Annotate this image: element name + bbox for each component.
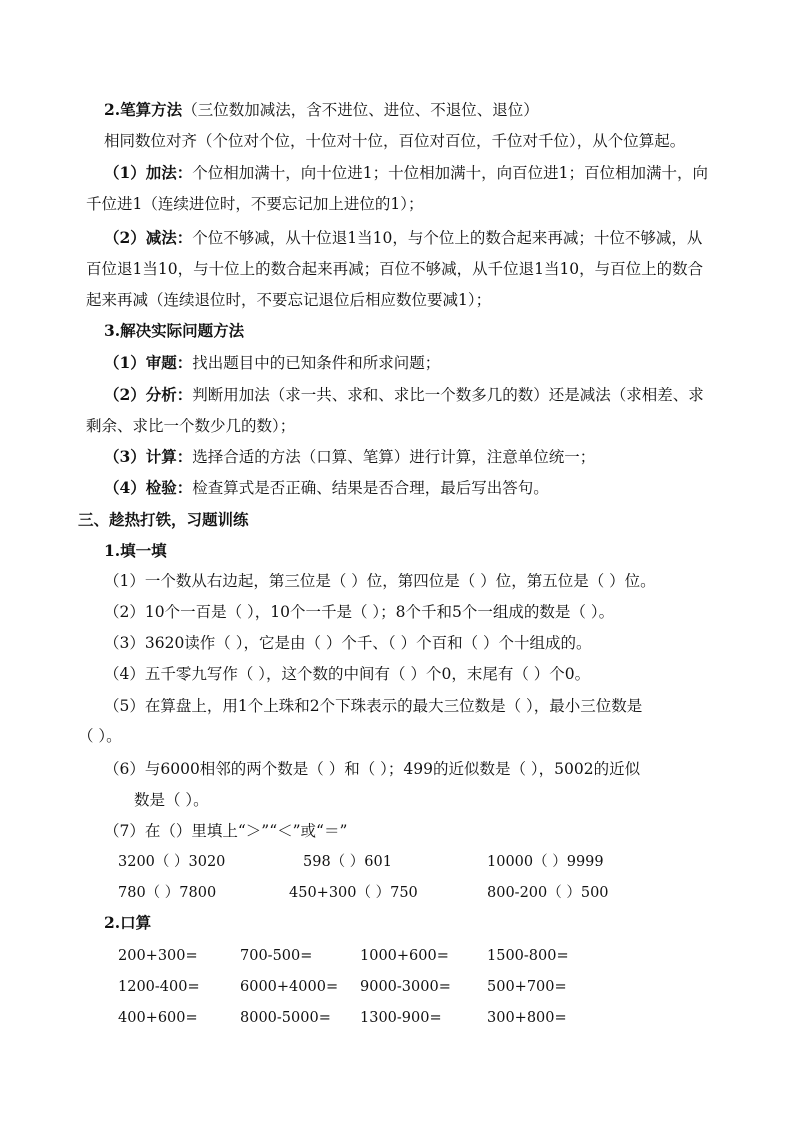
mental-item: 500+700= <box>487 979 567 995</box>
addition-label: （1）加法： <box>104 163 193 182</box>
align-rule-text: 相同数位对齐（个位对个位，十位对十位，百位对百位，千位对千位），从个位算起。 <box>104 132 686 150</box>
mental-item: 8000-5000= <box>240 1010 331 1026</box>
analyze-step-line2: 剩余、求比一个数少几的数）； <box>86 417 296 435</box>
subtraction-label: （2）减法： <box>104 228 193 247</box>
subtraction-text: 个位不够减，从十位退1当10，与个位上的数合起来再减；十位不够减，从 <box>192 229 703 247</box>
review-label: （1）审题： <box>104 353 193 372</box>
review-step <box>104 353 440 373</box>
subtraction-rule-line3: 起来再减（连续退位时，不要忘记退位后相应数位要减1）； <box>86 291 492 309</box>
calc-text: 选择合适的方法（口算、笔算）进行计算，注意单位统一； <box>192 448 596 466</box>
fill-question-6-line2: 数是（ ）。 <box>134 791 209 809</box>
heading-note: （三位数加减法，含不进位、进位、不退位、退位） <box>182 101 539 119</box>
check-label: （4）检验： <box>104 478 193 497</box>
analyze-label: （2）分析： <box>104 385 193 404</box>
mental-item: 9000-3000= <box>360 979 451 995</box>
fill-question-6-line1: （6）与6000相邻的两个数是（ ）和（ ）；499的近似数是（ ），5002的近似 <box>104 760 641 778</box>
fill-question-4: （4）五千零九写作（ ），这个数的中间有（ ）个0，末尾有（ ）个0。 <box>104 665 591 683</box>
check-text: 检查算式是否正确、结果是否合理，最后写出答句。 <box>192 479 549 497</box>
mental-item: 400+600= <box>118 1010 198 1026</box>
fill-question-2: （2）10个一百是（ ），10个一千是（ ）；8个千和5个一组成的数是（ ）。 <box>104 603 615 621</box>
check-step <box>104 478 549 498</box>
review-text: 找出题目中的已知条件和所求问题； <box>192 354 441 372</box>
fill-question-5-line2: （ ）。 <box>78 727 122 745</box>
addition-rule-line1 <box>104 163 708 183</box>
fill-question-5-line1: （5）在算盘上，用1个上珠和2个下珠表示的最大三位数是（ ），最小三位数是 <box>104 697 643 715</box>
compare-item: 598（ ）601 <box>303 854 392 870</box>
compare-item: 800-200（ ）500 <box>487 885 609 901</box>
calc-step <box>104 447 595 467</box>
section-heading-written-calc <box>104 100 539 120</box>
addition-text: 个位相加满十，向十位进1；十位相加满十，向百位进1；百位相加满十，向 <box>192 164 709 182</box>
compare-item: 3200（ ）3020 <box>118 854 226 870</box>
fill-question-3: （3）3620读作（ ），它是由（ ）个千、（ ）个百和（ ）个十组成的。 <box>104 634 592 652</box>
fill-blank-heading: 1.填一填 <box>104 541 167 560</box>
mental-item: 6000+4000= <box>240 979 339 995</box>
section-heading-problem-solving: 3.解决实际问题方法 <box>104 321 245 340</box>
compare-item: 450+300（ ）750 <box>289 885 418 901</box>
mental-item: 1300-900= <box>360 1010 442 1026</box>
calc-label: （3）计算： <box>104 447 193 466</box>
fill-question-7: （7）在（）里填上“＞”“＜”或“＝” <box>104 822 348 840</box>
subtraction-rule-line1 <box>104 228 702 248</box>
fill-question-1: （1）一个数从右边起，第三位是（ ）位，第四位是（ ）位，第五位是（ ）位。 <box>104 572 656 590</box>
heading-label: 2.笔算方法 <box>104 100 183 119</box>
analyze-step-line1 <box>104 385 704 405</box>
analyze-text: 判断用加法（求一共、求和、求比一个数多几的数）还是减法（求相差、求 <box>192 386 704 404</box>
mental-item: 1200-400= <box>118 979 200 995</box>
addition-rule-line2: 千位进1（连续进位时，不要忘记加上进位的1）； <box>86 195 424 213</box>
mental-item: 1500-800= <box>487 948 569 964</box>
subtraction-rule-line2: 百位退1当10，与十位上的数合起来再减；百位不够减，从千位退1当10，与百位上的数合 <box>86 260 704 278</box>
mental-item: 300+800= <box>487 1010 567 1026</box>
part-three-heading: 三、趁热打铁，习题训练 <box>78 510 249 529</box>
compare-item: 780（ ）7800 <box>118 885 217 901</box>
mental-item: 1000+600= <box>360 948 449 964</box>
mental-math-heading: 2.口算 <box>104 913 152 932</box>
mental-item: 200+300= <box>118 948 198 964</box>
compare-item: 10000（ ）9999 <box>487 854 604 870</box>
mental-item: 700-500= <box>240 948 313 964</box>
